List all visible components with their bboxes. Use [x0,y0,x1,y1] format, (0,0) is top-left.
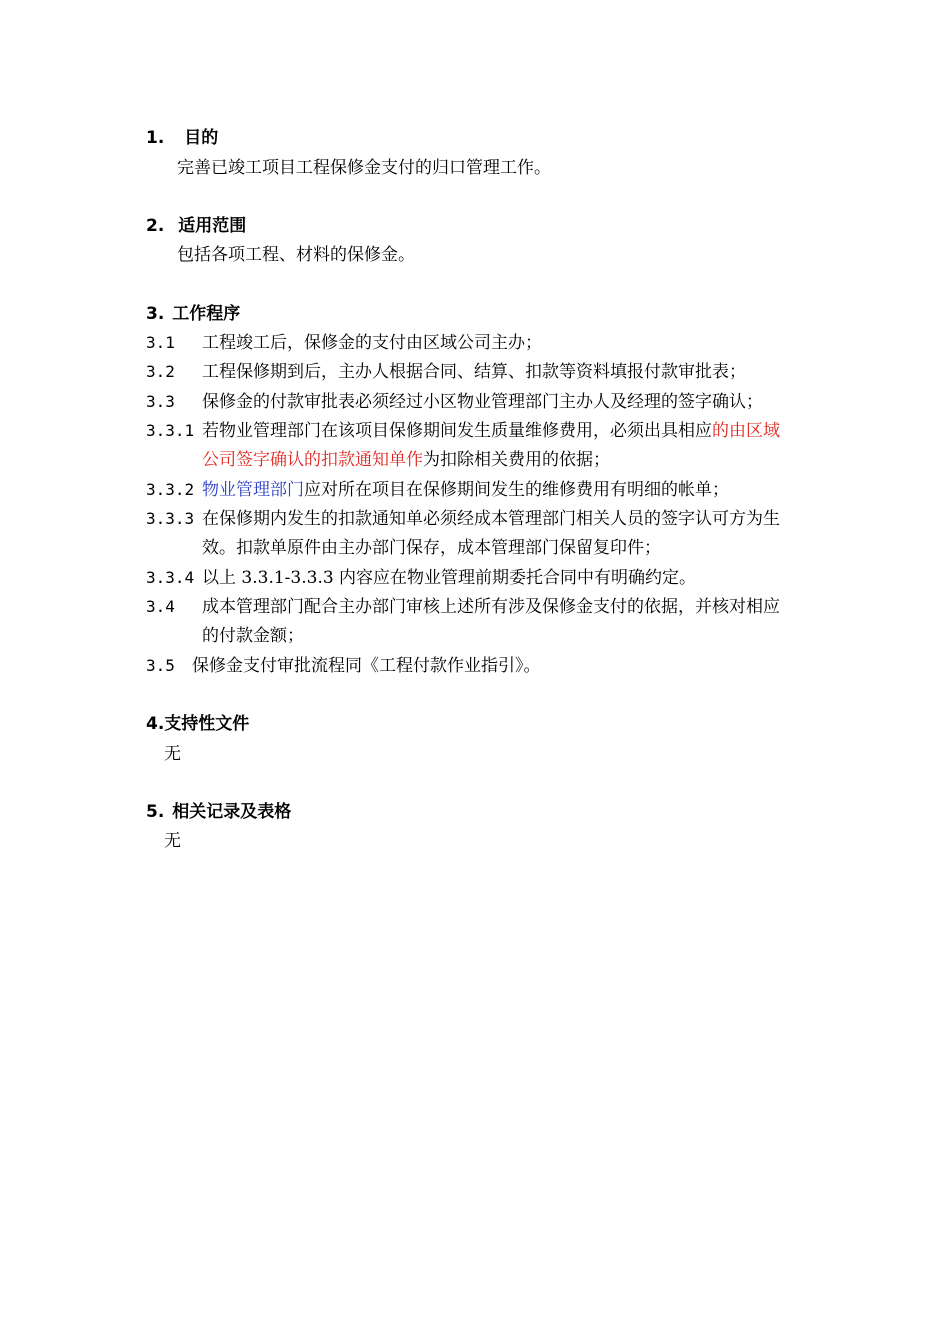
section-2-heading [146,215,246,237]
section-1-body: 完善已竣工项目工程保修金支付的归口管理工作。 [177,158,551,178]
item-3-3-1-highlight-b: 公司签字确认的扣款通知单作 [202,450,423,470]
item-3-4-text-a: 成本管理部门配合主办部门审核上述所有涉及保修金支付的依据，并核对相应 [202,597,780,617]
section-5-heading [146,801,291,823]
item-3-3-2-number: 3.3.2 [146,480,195,499]
item-3-3-3-text-b: 效。扣款单原件由主办部门保存，成本管理部门保留复印件； [202,538,661,558]
item-3-5-text: 保修金支付审批流程同《工程付款作业指引》。 [192,656,541,676]
item-3-4-text-b: 的付款金额； [202,626,304,646]
item-3-3-1-text-a: 若物业管理部门在该项目保修期间发生质量维修费用，必须出具相应 [202,421,712,441]
item-3-3-4-text: 以上 3.3.1-3.3.3 内容应在物业管理前期委托合同中有明确约定。 [202,568,697,588]
section-2-title: 适用范围 [178,216,247,236]
item-3-4-number: 3.4 [146,597,175,616]
item-3-3-2-line [202,479,729,501]
item-3-3-1-highlight-a: 的由区域 [712,421,780,441]
item-3-3-1-number: 3.3.1 [146,421,195,440]
section-3-number: 3. [146,304,165,324]
item-3-2-text: 工程保修期到后，主办人根据合同、结算、扣款等资料填报付款审批表； [202,362,746,382]
section-2-number: 2. [146,216,165,236]
item-3-3-number: 3.3 [146,392,175,411]
section-3-title: 工作程序 [172,304,241,324]
item-3-3-1-line-2 [202,449,610,471]
item-3-3-2-highlight: 物业管理部门 [202,480,304,500]
item-3-3-2-text: 应对所在项目在保修期间发生的维修费用有明细的帐单； [304,480,729,500]
section-1-title: 目的 [184,128,219,148]
item-3-2-number: 3.2 [146,362,175,381]
item-3-5-number: 3.5 [146,656,175,675]
section-1-number: 1. [146,128,165,148]
section-1-heading [146,127,218,149]
section-4-body: 无 [164,744,181,764]
item-3-3-4-number: 3.3.4 [146,568,195,587]
item-3-3-1-text-b: 为扣除相关费用的依据； [423,450,610,470]
section-3-heading [146,303,240,325]
section-4-title: 支持性文件 [164,714,250,734]
item-3-1-text: 工程竣工后，保修金的支付由区域公司主办； [202,333,542,353]
section-5-number: 5. [146,802,165,822]
item-3-3-3-text-a: 在保修期内发生的扣款通知单必须经成本管理部门相关人员的签字认可方为生 [202,509,780,529]
section-4-heading [146,713,249,735]
section-2-body: 包括各项工程、材料的保修金。 [177,245,415,265]
item-3-1-number: 3.1 [146,333,175,352]
section-5-title: 相关记录及表格 [172,802,292,822]
item-3-3-3-number: 3.3.3 [146,509,195,528]
section-4-number: 4. [146,714,165,734]
section-5-body: 无 [164,831,181,851]
item-3-3-text: 保修金的付款审批表必须经过小区物业管理部门主办人及经理的签字确认； [202,392,763,412]
item-3-3-1-line-1 [202,420,780,442]
